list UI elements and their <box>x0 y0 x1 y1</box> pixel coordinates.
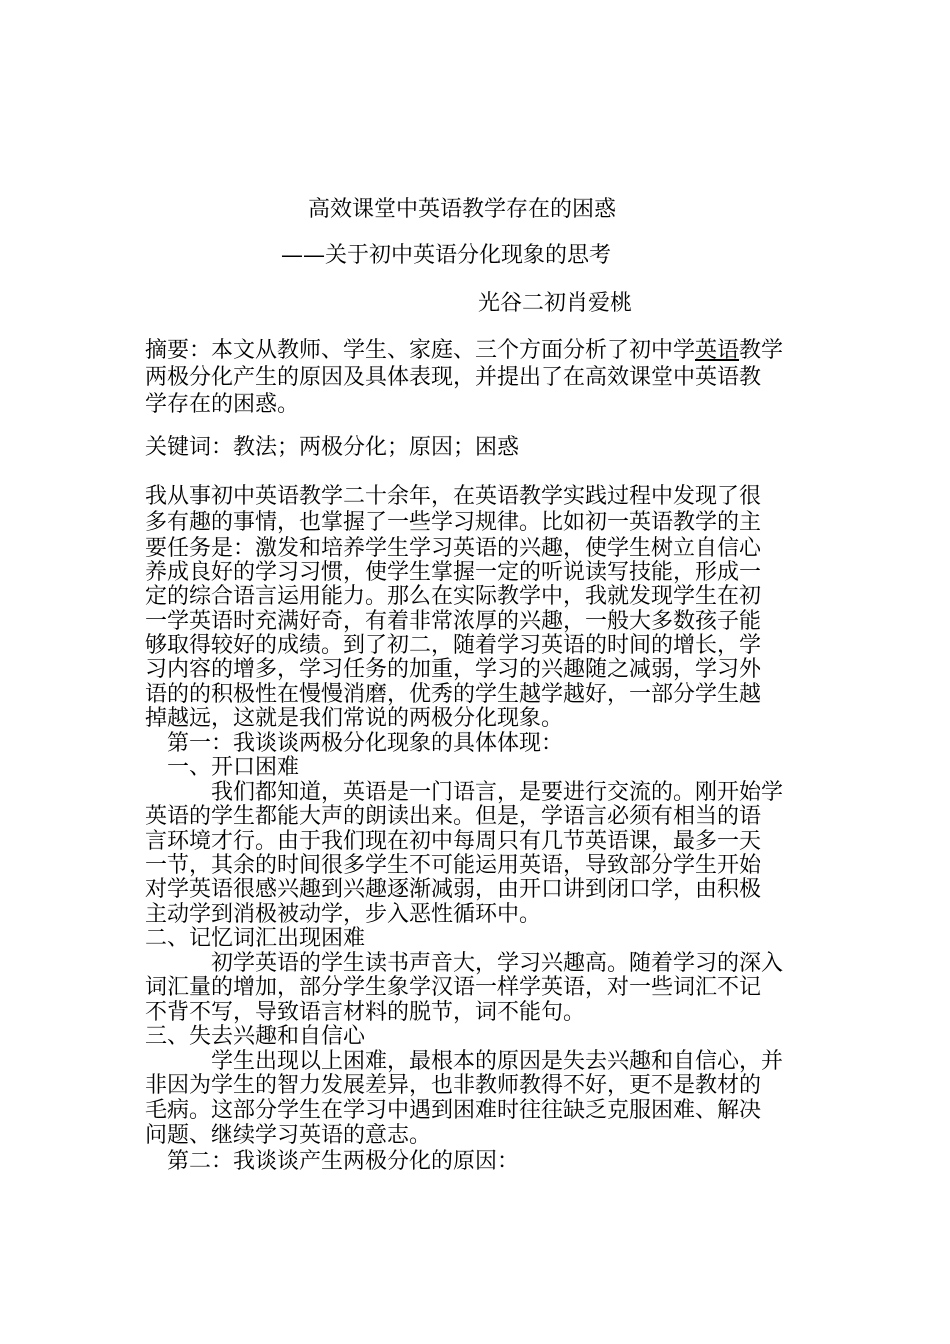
body-line: 非因为学生的智力发展差异，也非教师教得不好，更不是教材的 <box>145 1073 762 1098</box>
section-heading: 第一：我谈谈两极分化现象的具体体现： <box>145 731 564 756</box>
abstract-line-1 <box>145 339 783 363</box>
body-line: 初学英语的学生读书声音大，学习兴趣高。随着学习的深入 <box>145 951 784 976</box>
body-line: 毛病。这部分学生在学习中遇到困难时往往缺乏克服困难、解决 <box>145 1098 762 1123</box>
body-line: 养成良好的学习习惯，使学生掌握一定的听说读写技能，形成一 <box>145 560 762 585</box>
abstract-suffix: 教学 <box>739 338 784 363</box>
body-line: 学生出现以上困难，最根本的原因是失去兴趣和自信心，并 <box>145 1049 784 1074</box>
abstract-link-english[interactable]: 英语 <box>695 338 740 363</box>
subsection-heading: 一、开口困难 <box>145 755 300 780</box>
abstract-prefix: 摘要：本文从教师、学生、家庭、三个方面分析了初中学 <box>145 338 696 363</box>
abstract-line-3: 学存在的困惑。 <box>145 392 300 417</box>
document-author: 光谷二初肖爱桃 <box>478 291 633 316</box>
body-line: 问题、继续学习英语的意志。 <box>145 1123 432 1148</box>
body-line: 主动学到消极被动学，步入恶性循环中。 <box>145 902 542 927</box>
body-line: 一节，其余的时间很多学生不可能运用英语，导致部分学生开始 <box>145 853 762 878</box>
body-line: 定的综合语言运用能力。那么在实际教学中，我就发现学生在初 <box>145 584 762 609</box>
body-line: 语的的积极性在慢慢消磨，优秀的学生越学越好，一部分学生越 <box>145 682 762 707</box>
body-line: 词汇量的增加，部分学生象学汉语一样学英语，对一些词汇不记 <box>145 975 762 1000</box>
subsection-heading: 三、失去兴趣和自信心 <box>145 1024 366 1049</box>
subsection-heading: 二、记忆词汇出现困难 <box>145 926 366 951</box>
body-line: 我们都知道，英语是一门语言，是要进行交流的。刚开始学 <box>145 780 784 805</box>
body-line: 够取得较好的成绩。到了初二，随着学习英语的时间的增长，学 <box>145 633 762 658</box>
body-line: 掉越远，这就是我们常说的两极分化现象。 <box>145 706 564 731</box>
keywords-line: 关键词：教法；两极分化；原因；困惑 <box>145 435 520 460</box>
abstract-line-2: 两极分化产生的原因及具体表现，并提出了在高效课堂中英语教 <box>145 365 762 390</box>
body-line: 英语的学生都能大声的朗读出来。但是，学语言必须有相当的语 <box>145 804 762 829</box>
body-line: 言环境才行。由于我们现在初中每周只有几节英语课，最多一天 <box>145 829 762 854</box>
body-line: 多有趣的事情，也掌握了一些学习规律。比如初一英语教学的主 <box>145 510 762 535</box>
body-line: 习内容的增多，学习任务的加重，学习的兴趣随之减弱，学习外 <box>145 657 762 682</box>
document-subtitle: ——关于初中英语分化现象的思考 <box>281 243 612 268</box>
body-line: 一学英语时充满好奇，有着非常浓厚的兴趣，一般大多数孩子能 <box>145 609 762 634</box>
body-line: 对学英语很感兴趣到兴趣逐渐减弱，由开口讲到闭口学，由积极 <box>145 877 762 902</box>
body-line: 要任务是：激发和培养学生学习英语的兴趣，使学生树立自信心 <box>145 536 762 561</box>
body-line: 我从事初中英语教学二十余年，在英语教学实践过程中发现了很 <box>145 484 762 509</box>
document-title: 高效课堂中英语教学存在的困惑 <box>308 197 617 222</box>
section-heading: 第二：我谈谈产生两极分化的原因： <box>145 1149 520 1174</box>
body-line: 不背不写，导致语言材料的脱节，词不能句。 <box>145 1000 586 1025</box>
